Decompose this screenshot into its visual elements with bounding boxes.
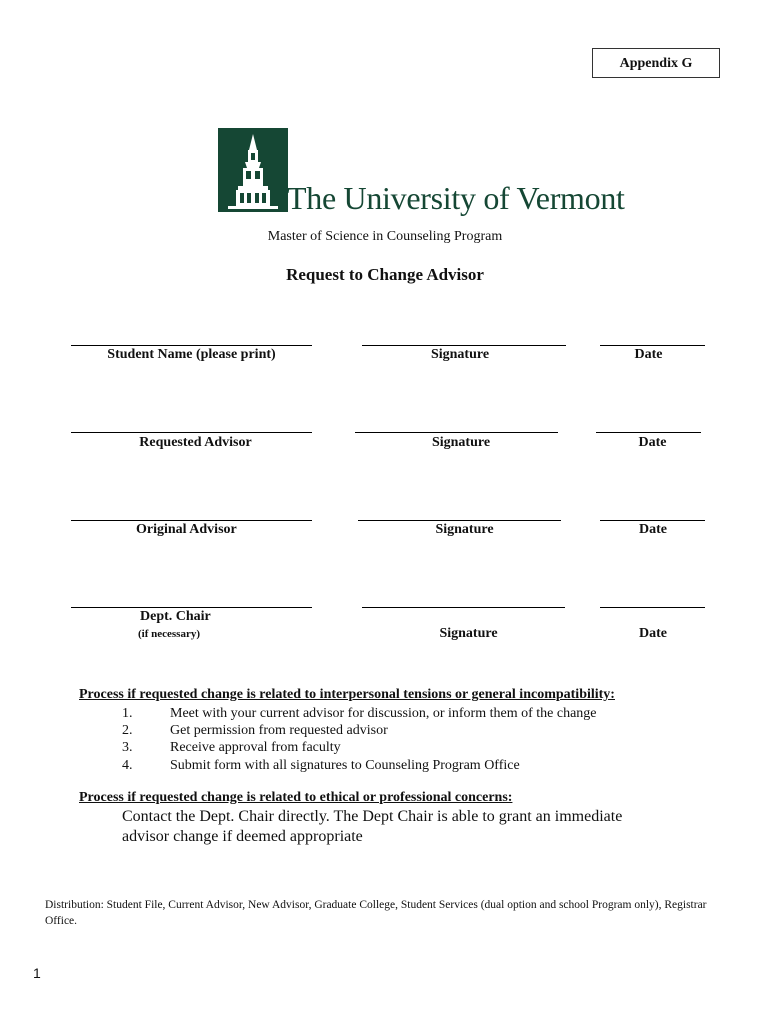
chair-date-label: Date [639, 626, 667, 641]
program-name: Master of Science in Counseling Program [267, 229, 503, 244]
student-name-line[interactable] [71, 345, 312, 346]
original-signature-label: Signature [435, 522, 494, 537]
requested-advisor-line[interactable] [71, 432, 312, 433]
process2-text: Contact the Dept. Chair directly. The Dept Chair is able to grant an immediate advisor change if deemed appropriate [122, 808, 623, 845]
step-text: Get permission from requested advisor [170, 723, 388, 738]
distribution-note: Distribution: Student File, Current Advisor, New Advisor, Graduate College, Student Services (dual option and school Program only), Registrar Office. [45, 899, 707, 927]
step-number: 3. [122, 740, 133, 755]
step-text: Submit form with all signatures to Counseling Program Office [170, 758, 520, 773]
requested-signature-line[interactable] [355, 432, 558, 433]
student-name-label: Student Name (please print) [107, 347, 276, 362]
requested-date-line[interactable] [596, 432, 701, 433]
dept-chair-line[interactable] [71, 607, 312, 608]
step-number: 1. [122, 706, 133, 721]
requested-advisor-label: Requested Advisor [139, 435, 252, 450]
logo-wordmark: The University of Vermont [287, 180, 625, 216]
student-signature-line[interactable] [362, 345, 566, 346]
original-advisor-line[interactable] [71, 520, 312, 521]
original-signature-line[interactable] [358, 520, 561, 521]
original-date-label: Date [639, 522, 667, 537]
dept-chair-sublabel: (if necessary) [138, 628, 201, 640]
dept-chair-label: Dept. Chair [140, 609, 211, 624]
requested-signature-label: Signature [431, 435, 491, 450]
step-text: Receive approval from faculty [170, 740, 341, 755]
original-date-line[interactable] [600, 520, 705, 521]
step-number: 4. [122, 758, 133, 773]
process1-heading: Process if requested change is related to interpersonal tensions or general incompatibility: [79, 687, 615, 702]
student-date-label: Date [634, 347, 663, 362]
requested-date-label: Date [638, 435, 667, 450]
process2-heading: Process if requested change is related to ethical or professional concerns: [79, 790, 513, 805]
student-date-line[interactable] [600, 345, 705, 346]
student-signature-label: Signature [430, 347, 490, 362]
step-number: 2. [122, 723, 133, 738]
page-title: Request to Change Advisor [286, 265, 484, 284]
step-text: Meet with your current advisor for discussion, or inform them of the change [170, 706, 597, 721]
chair-signature-line[interactable] [362, 607, 565, 608]
appendix-label: Appendix G [592, 48, 720, 78]
original-advisor-label: Original Advisor [136, 522, 237, 537]
chair-signature-label: Signature [439, 626, 498, 641]
bell-tower-logo-icon [218, 128, 288, 212]
university-logo [218, 128, 288, 217]
chair-date-line[interactable] [600, 607, 705, 608]
page-number: 1 [33, 965, 41, 981]
